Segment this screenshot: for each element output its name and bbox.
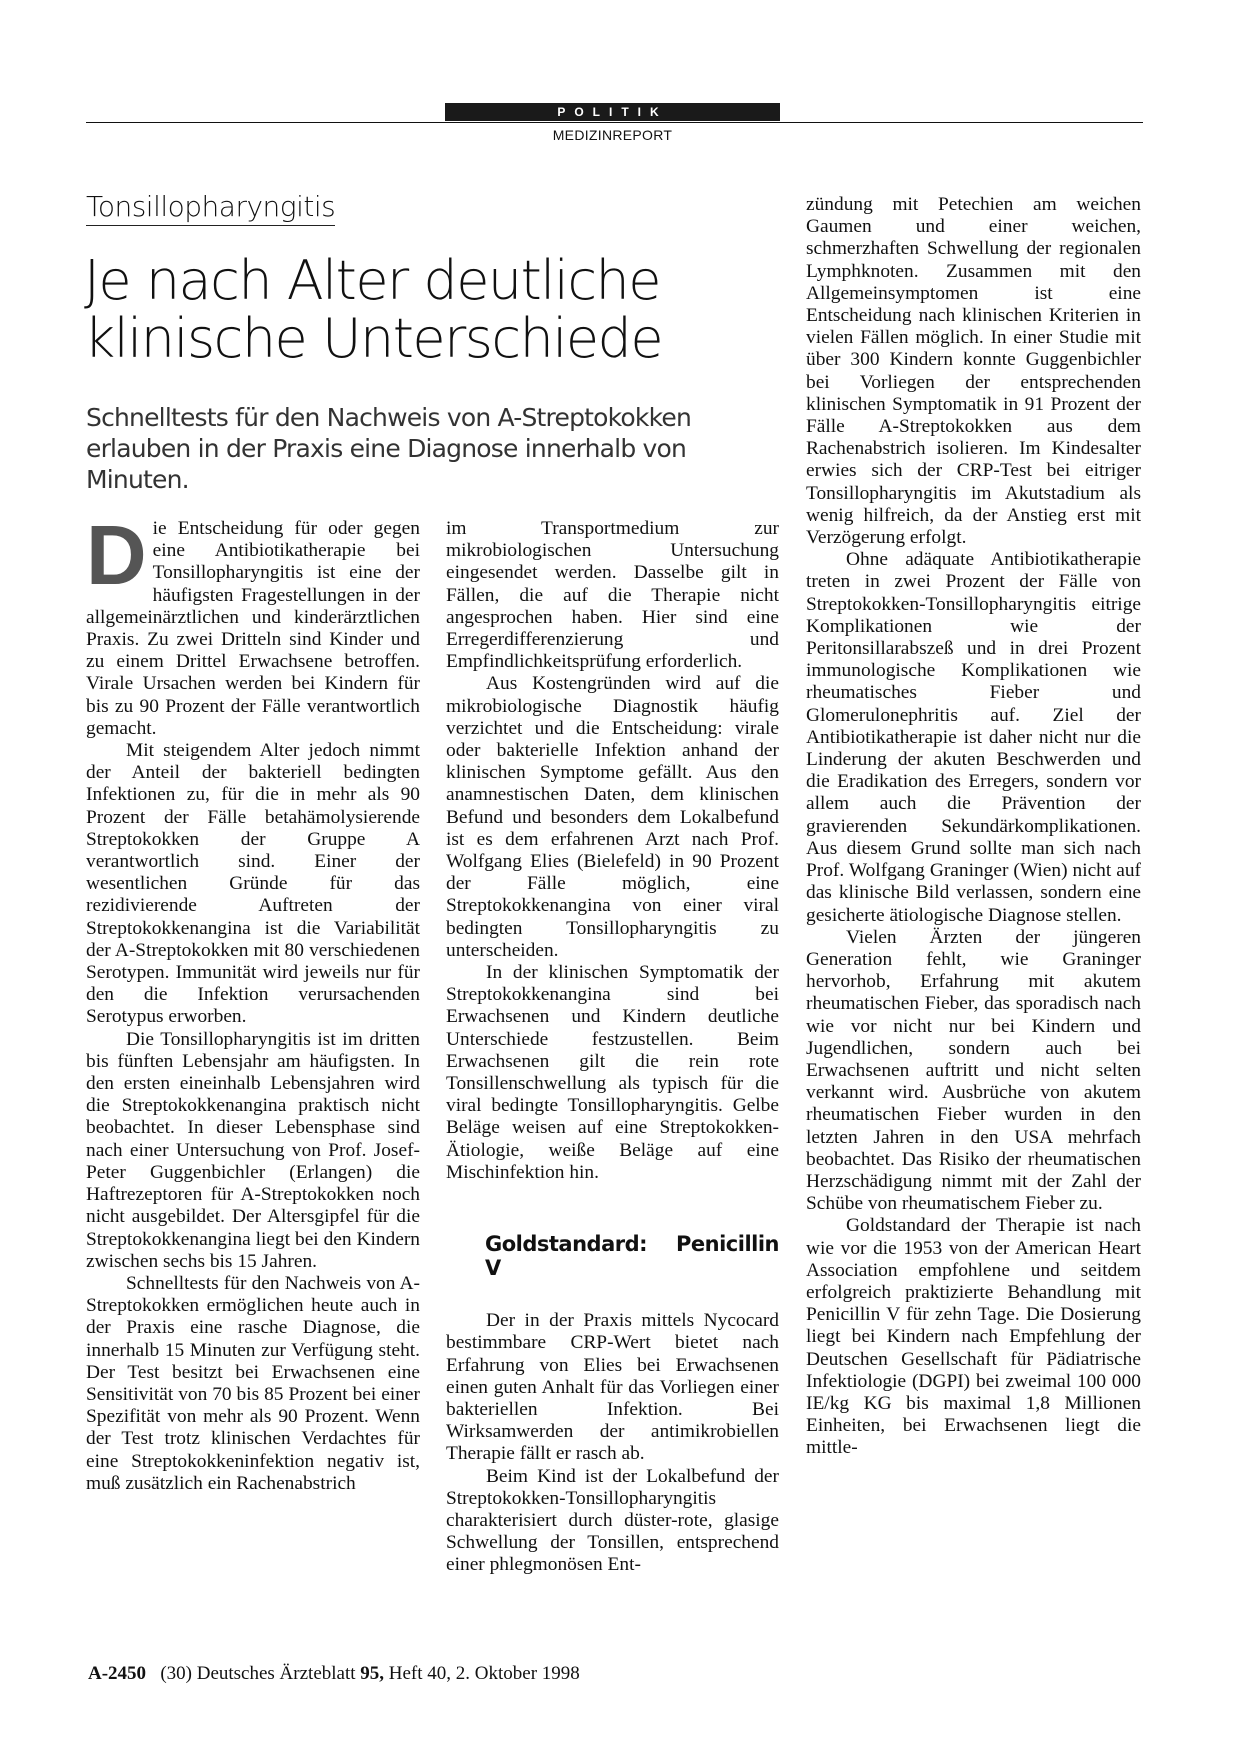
paragraph: In der klinischen Symptomatik der Streptokokkenangina sind bei Erwachsenen und Kindern deutliche Unterschiede festzustellen. Beim Erwachsenen gilt die rein rote Tonsillenschwellung als typisch für die viral bedingte Tonsillopharyngitis. Gelbe Beläge weisen auf eine Streptokokken-Ätiologie, weiße Beläge auf eine Mischinfektion hin.: [446, 962, 779, 1183]
article-title: [84, 249, 764, 370]
paragraph: zündung mit Petechien am weichen Gaumen und einer weichen, schmerzhaften Schwellung der regionalen Lymphknoten. Zusammen mit den Allgemeinsymptomen ist eine Entscheidung nach klinischen Kriterien in vielen Fällen möglich. In einer Studie mit über 300 Kindern konnte Guggenbichler bei Vorliegen der entsprechenden klinischen Symptomatik in 91 Prozent der Fälle A-Streptokokken aus dem Rachenabstrich isolieren. Im Kindesalter erwies sich der CRP-Test bei eitriger Tonsillopharyngitis im Akutstadium als wenig hilfreich, da der Anstieg erst mit Verzögerung erfolgt.: [806, 194, 1141, 549]
paragraph-text: ie Entscheidung für oder gegen eine Antibiotikatherapie bei Tonsillopharyngitis ist eine der häufigsten Fragestellungen in der allgemeinärztlichen und kinderärztlichen Praxis. Zu zwei Dritteln sind Kinder und zu einem Drittel Erwachsene betroffen. Virale Ursachen werden bei Kindern für bis zu 90 Prozent der Fälle verantwortlich gemacht.: [86, 518, 420, 739]
paragraph: Mit steigendem Alter jedoch nimmt der Anteil der bakteriell bedingten Infektionen zu, für die in mehr als 90 Prozent der Fälle betahämolysierende Streptokokken der Gruppe A verantwortlich sind. Einer der wesentlichen Gründe für das rezidivierende Auftreten der Streptokokkenangina ist die Variabilität der A-Streptokokken mit 80 verschiedenen Serotypen. Immunität wird jeweils nur für den die Infektion verursachenden Serotypus erworben.: [86, 740, 420, 1028]
paragraph: [86, 508, 420, 740]
text-column-2: [446, 518, 779, 1577]
paragraph: Schnelltests für den Nachweis von A-Streptokokken ermöglichen heute auch in der Praxis eine rasche Diagnose, die innerhalb 15 Minuten zur Verfügung steht. Der Test besitzt bei Erwachsenen eine Sensitivität von 70 bis 85 Prozent bei einer Spezifität von mehr als 90 Prozent. Wenn der Test trotz klinischen Verdachtes für eine Streptokokkeninfektion negativ ist, muß zusätzlich ein Rachenabstrich: [86, 1272, 420, 1494]
page-code: A-2450: [88, 1663, 147, 1684]
paragraph: Vielen Ärzten der jüngeren Generation fehlt, wie Graninger hervorhob, Erfahrung mit akutem rheumatischen Fieber, das sporadisch nach wie vor nicht nur bei Kindern und Jugendlichen, sondern auch bei Erwachsenen auftritt und nicht selten verkannt wird. Ausbrüche von akutem rheumatischen Fieber wurden in den letzten Jahren in den USA mehrfach beobachtet. Das Risiko der rheumatischen Herzschädigung nimmt mit der Zahl der Schübe von rheumatischem Fieber zu.: [806, 926, 1141, 1215]
title-line: klinische Unterschiede: [84, 307, 663, 370]
drop-cap: D: [86, 508, 147, 602]
paragraph: Aus Kostengründen wird auf die mikrobiologische Diagnostik häufig verzichtet und die Entscheidung: virale oder bakterielle Infektion anhand der klinischen Symptome gefällt. Aus den anamnestischen Daten, dem klinischen Befund und besonders dem Lokalbefund ist es dem erfahrenen Arzt nach Prof. Wolfgang Elies (Bielefeld) in 90 Prozent der Fälle möglich, eine Streptokokkenangina von einer viral bedingten Tonsillopharyngitis zu unterscheiden.: [446, 673, 779, 961]
text-column-3: [806, 194, 1141, 1460]
footer-source: (30) Deutsches Ärzteblatt: [160, 1663, 361, 1684]
paragraph: Beim Kind ist der Lokalbefund der Streptokokken-Tonsillopharyngitis charakterisiert durch düster-rote, glasige Schwellung der Tonsillen, entsprechend einer phlegmonösen Ent-: [446, 1465, 779, 1576]
paragraph: Goldstandard der Therapie ist nach wie vor die 1953 von der American Heart Association empfohlene und seitdem erfolgreich praktizierte Behandlung mit Penicillin V für zehn Tage. Die Dosierung liegt bei Kindern nach Empfehlung der Deutschen Gesellschaft für Pädiatrische Infektiologie (DGPI) bei zweimal 100 000 IE/kg KG bis maximal 1,8 Millionen Einheiten, bei Erwachsenen liegt die mittle-: [806, 1215, 1141, 1459]
subheading: Goldstandard: Penicillin V: [485, 1232, 779, 1281]
paragraph: Der in der Praxis mittels Nycocard bestimmbare CRP-Wert bietet nach Erfahrung von Elies bei Erwachsenen einen guten Anhalt für das Vorliegen einer bakteriellen Infektion. Bei Wirksamwerden der antimikrobiellen Therapie fällt er rasch ab.: [446, 1310, 779, 1465]
footer-issue: Heft 40, 2. Oktober 1998: [384, 1663, 580, 1684]
lead-paragraph: Schnelltests für den Nachweis von A-Streptokokken erlauben in der Praxis eine Diagnose innerhalb von Minuten.: [86, 403, 692, 494]
kicker: Tonsillopharyngitis: [86, 190, 335, 226]
header-rule: [86, 122, 1143, 123]
text-column-1: [86, 508, 420, 1495]
section-label: POLITIK: [445, 103, 780, 121]
paragraph: im Transportmedium zur mikrobiologischen Untersuchung eingesendet werden. Dasselbe gilt in Fällen, die auf die Therapie nicht angesprochen haben. Hier sind eine Erregerdifferenzierung und Empfindlichkeitsprüfung erforderlich.: [446, 518, 779, 673]
title-line: Je nach Alter deutliche: [84, 249, 660, 312]
paragraph: Ohne adäquate Antibiotikatherapie treten in zwei Prozent der Fälle von Streptokokken-Tonsillopharyngitis eitrige Komplikationen wie der Peritonsillarabszeß und in drei Prozent immunologische Komplikationen wie rheumatisches Fieber und Glomerulonephritis auf. Ziel der Antibiotikatherapie ist daher nicht nur die Linderung der akuten Beschwerden und die Eradikation des Erregers, sondern vor allem auch die Prävention der gravierenden Sekundärkomplikationen. Aus diesem Grund sollte man sich nach Prof. Wolfgang Graninger (Wien) nicht auf das klinische Bild verlassen, sondern eine gesicherte ätiologische Diagnose stellen.: [806, 549, 1141, 926]
paragraph: Die Tonsillopharyngitis ist im dritten bis fünften Lebensjahr am häufigsten. In den ersten eineinhalb Lebensjahren wird die Streptokokkenangina praktisch nicht beobachtet. In dieser Lebensphase sind nach einer Untersuchung von Prof. Josef-Peter Guggenbichler (Erlangen) die Haftrezeptoren für A-Streptokokken noch nicht ausgebildet. Der Altersgipfel für die Streptokokkenangina liegt bei den Kindern zwischen sechs bis 15 Jahren.: [86, 1028, 420, 1272]
footer-volume: 95,: [360, 1663, 385, 1684]
subsection-label: MEDIZINREPORT: [552, 127, 673, 143]
page-footer: [88, 1663, 580, 1685]
